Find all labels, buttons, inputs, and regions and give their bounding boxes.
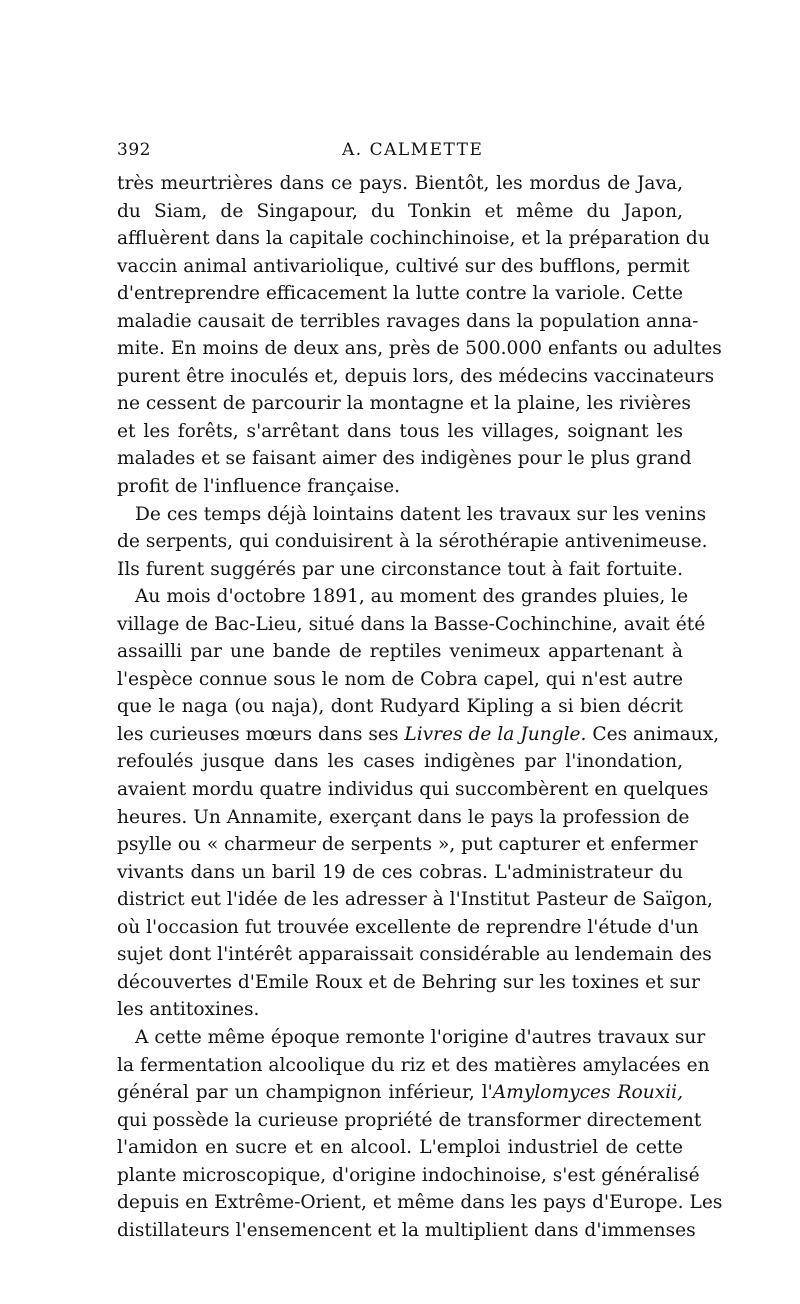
text-line: découvertes d'Emile Roux et de Behring sur les toxines et sur xyxy=(117,971,700,993)
text-line: plante microscopique, d'origine indochinoise, s'est généralisé xyxy=(117,1164,700,1186)
text-line: qui possède la curieuse propriété de transformer directement xyxy=(117,1109,702,1131)
species-name-italic: Amylomyces Rouxii, xyxy=(492,1082,684,1104)
text-line: depuis en Extrême-Orient, et même dans les pays d'Europe. Les xyxy=(117,1192,723,1214)
text-line: maladie causait de terribles ravages dans la population anna- xyxy=(117,310,699,332)
text-line: la fermentation alcoolique du riz et des matières amylacées en xyxy=(117,1054,710,1076)
text-line: du Siam, de Singapour, du Tonkin et même du Japon, xyxy=(117,200,683,222)
text-run: Ces animaux, xyxy=(586,723,720,745)
text-line: avaient mordu quatre individus qui succombèrent en quelques xyxy=(117,779,709,801)
text-line: l'espèce connue sous le nom de Cobra capel, qui n'est autre xyxy=(117,668,683,690)
text-line: l'amidon en sucre et en alcool. L'emploi industriel de cette xyxy=(117,1137,683,1159)
text-line: d'entreprendre efficacement la lutte contre la variole. Cette xyxy=(117,283,683,305)
text-line: profit de l'influence française. xyxy=(117,476,400,498)
text-line xyxy=(117,721,720,749)
text-line: purent être inoculés et, depuis lors, des médecins vaccinateurs xyxy=(117,365,715,387)
text-line: sujet dont l'intérêt apparaissait considérable au lendemain des xyxy=(117,944,712,966)
text-line: distillateurs l'ensemencent et la multiplient dans d'immenses xyxy=(117,1219,696,1241)
body-text xyxy=(117,170,723,1244)
running-head: A. CALMETTE xyxy=(342,140,484,160)
text-line xyxy=(117,1079,683,1107)
text-line: heures. Un Annamite, exerçant dans le pays la profession de xyxy=(117,806,690,828)
text-line: malades et se faisant aimer des indigènes pour le plus grand xyxy=(117,448,692,470)
text-line: où l'occasion fut trouvée excellente de reprendre l'étude d'un xyxy=(117,916,699,938)
text-line: district eut l'idée de les adresser à l'Institut Pasteur de Saïgon, xyxy=(117,889,713,911)
text-line: Au mois d'octobre 1891, au moment des grandes pluies, le xyxy=(135,586,689,608)
text-line: vivants dans un baril 19 de ces cobras. L'administrateur du xyxy=(117,861,683,883)
text-line: les antitoxines. xyxy=(117,999,260,1021)
book-title-italic: Livres de la Jungle. xyxy=(404,723,587,745)
text-line: assailli par une bande de reptiles venimeux appartenant à xyxy=(117,641,683,663)
text-line: de serpents, qui conduisirent à la sérothérapie antivenimeuse. xyxy=(117,531,708,553)
text-run: général par un champignon inférieur, l' xyxy=(117,1082,493,1104)
page-header xyxy=(117,140,683,164)
text-line: vaccin animal antivariolique, cultivé sur des bufflons, permit xyxy=(117,255,690,277)
text-line: refoulés jusque dans les cases indigènes par l'inondation, xyxy=(117,751,683,773)
text-line: affluèrent dans la capitale cochinchinoise, et la préparation du xyxy=(117,228,710,250)
text-line: que le naga (ou naja), dont Rudyard Kipling a si bien décrit xyxy=(117,696,683,718)
text-line: Ils furent suggérés par une circonstance tout à fait fortuite. xyxy=(117,558,683,580)
text-line: très meurtrières dans ce pays. Bientôt, les mordus de Java, xyxy=(117,173,683,194)
text-line: ne cessent de parcourir la montagne et la plaine, les rivières xyxy=(117,393,691,415)
text-line: A cette même époque remonte l'origine d'autres travaux sur xyxy=(135,1026,706,1048)
text-line: psylle ou « charmeur de serpents », put capturer et enfermer xyxy=(117,834,698,856)
text-line: village de Bac-Lieu, situé dans la Basse-Cochinchine, avait été xyxy=(117,613,706,635)
text-line: De ces temps déjà lointains datent les travaux sur les venins xyxy=(135,503,707,525)
text-line: et les forêts, s'arrêtant dans tous les villages, soignant les xyxy=(117,420,683,442)
text-run: les curieuses mœurs dans ses xyxy=(117,723,405,745)
page-number: 392 xyxy=(117,140,151,160)
text-line: mite. En moins de deux ans, près de 500.000 enfants ou adultes xyxy=(117,338,722,360)
